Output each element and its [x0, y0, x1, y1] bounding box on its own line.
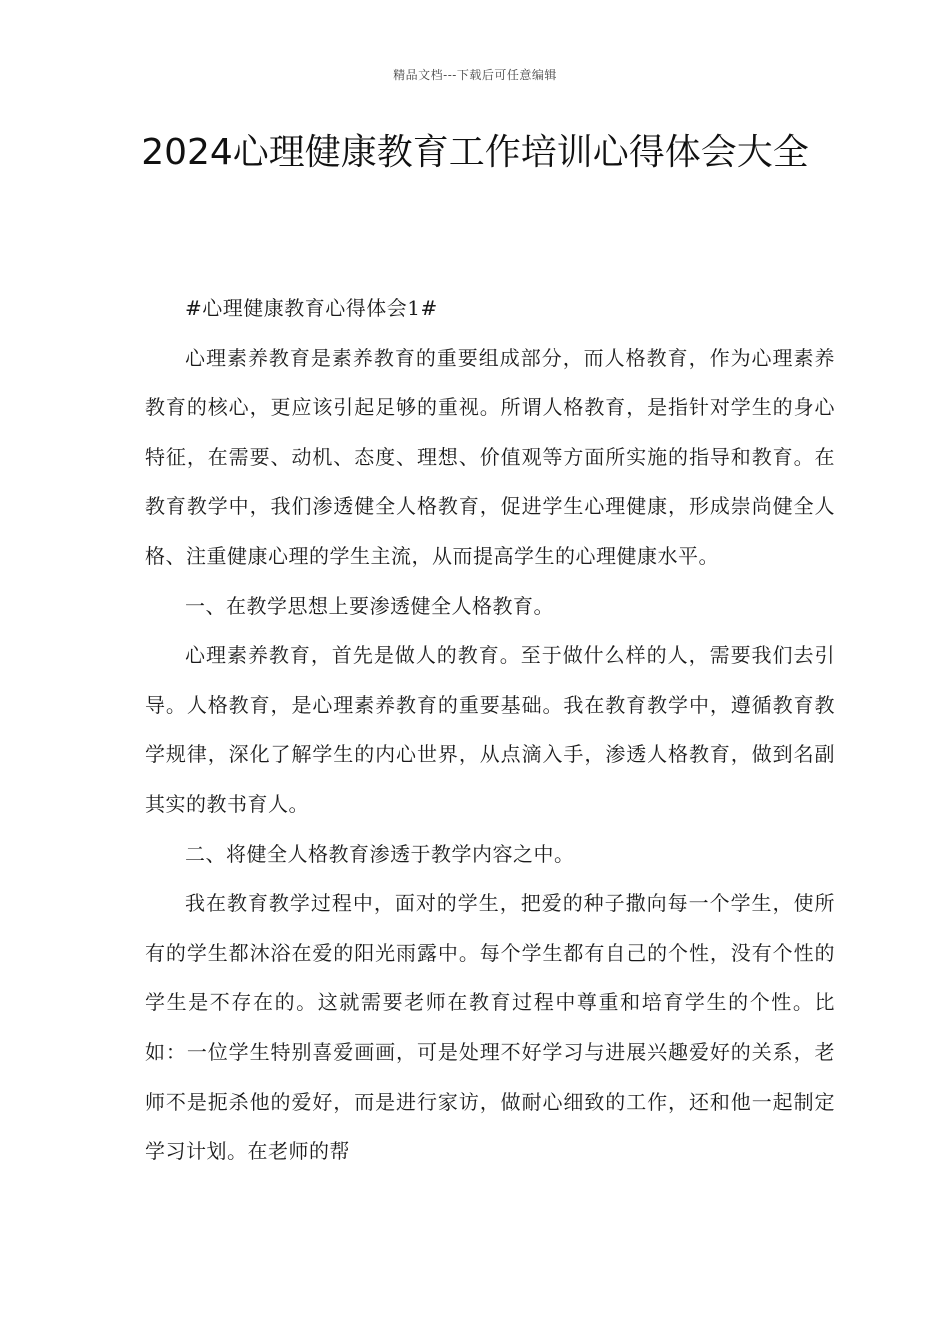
section-heading-1: #心理健康教育心得体会1# [185, 296, 438, 320]
document-body [145, 284, 835, 1177]
header-note: 精品文档---下载后可任意编辑 [393, 68, 557, 82]
section-heading-3: 二、将健全人格教育渗透于教学内容之中。 [185, 841, 575, 866]
section-heading-2: 一、在教学思想上要渗透健全人格教育。 [185, 593, 554, 618]
paragraph-1: 心理素养教育是素养教育的重要组成部分，而人格教育，作为心理素养教育的核心，更应该引起足够的重视。所谓人格教育，是指针对学生的身心特征，在需要、动机、态度、理想、价值观等方面所实施的指导和教育。在教育教学中，我们渗透健全人格教育，促进学生心理健康，形成崇尚健全人格、注重健康心理的学生主流，从而提高学生的心理健康水平。 [145, 345, 835, 568]
document-title: 2024心理健康教育工作培训心得体会大全 [141, 132, 809, 173]
paragraph-3: 我在教育教学过程中，面对的学生，把爱的种子撒向每一个学生，使所有的学生都沐浴在爱的阳光雨露中。每个学生都有自己的个性，没有个性的学生是不存在的。这就需要老师在教育过程中尊重和培育学生的个性。比如：一位学生特别喜爱画画，可是处理不好学习与进展兴趣爱好的关系，老师不是扼杀他的爱好，而是进行家访，做耐心细致的工作，还和他一起制定学习计划。在老师的帮 [145, 891, 835, 1164]
paragraph-2: 心理素养教育，首先是做人的教育。至于做什么样的人，需要我们去引导。人格教育，是心理素养教育的重要基础。我在教育教学中，遵循教育教学规律，深化了解学生的内心世界，从点滴入手，渗透人格教育，做到名副其实的教书育人。 [145, 643, 835, 816]
